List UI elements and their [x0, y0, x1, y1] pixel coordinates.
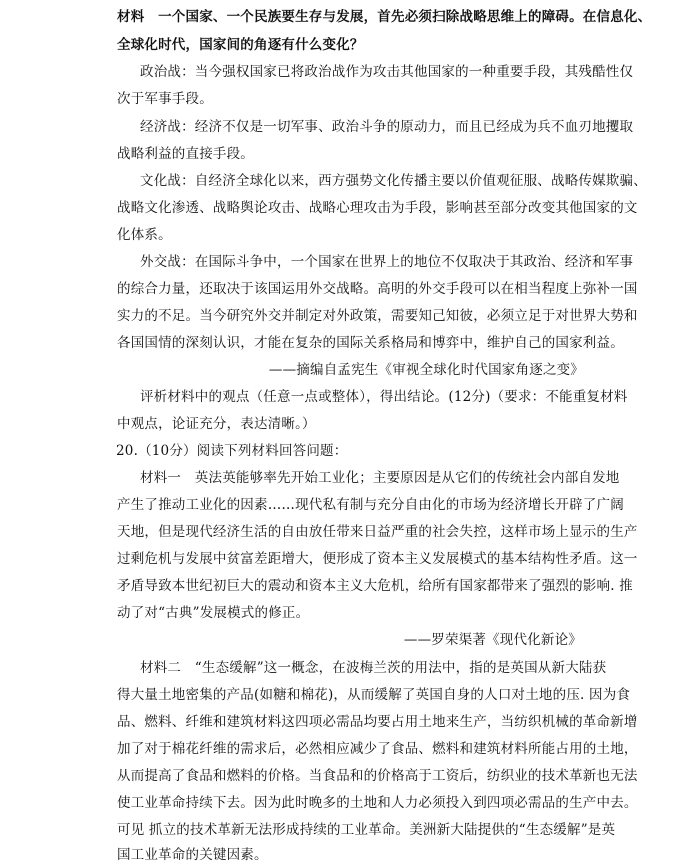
- cultural-war-line: 化体系。: [117, 227, 172, 243]
- material2-line: 使工业革命持续下去。因为此时晚多的土地和人力必须投入到四项必需品的生产中去。: [117, 795, 638, 811]
- cultural-war-line: 文化战：自经济全球化以来，西方强势文化传播主要以价值观征服、战略传媒欺骗、: [140, 173, 647, 189]
- material2-line: 可见 抓立的技术革新无法形成持续的工业革命。美洲新大陆提供的“生态缓解”是英: [117, 822, 616, 838]
- task-instruction-line: 评析材料中的观点（任意一点或整体），得出结论。(12分)（要求：不能重复材料: [140, 389, 628, 405]
- task-instruction-line: 中观点，论证充分，表达清晰。）: [117, 416, 316, 432]
- material1-line: 矛盾导致本世纪初巨大的震动和资本主义大危机，给所有国家都带来了强烈的影响. 推: [117, 578, 633, 594]
- question-20-heading: 20.（10分）阅读下列材料回答问题：: [116, 443, 348, 459]
- diplomatic-war-line: 的综合力量，还取决于该国运用外交战略。高明的外交手段可以在相当程度上弥补一国: [117, 281, 638, 297]
- material1-line: 天地，但是现代经济生活的自由放任带来日益严重的社会失控，这样市场上显示的生产: [117, 524, 638, 540]
- material2-line: 从而提高了食品和燃料的价格。当食品和的价格高于工资后，纺织业的技术革新也无法: [117, 768, 638, 784]
- source-citation: ——摘编自孟宪生《审视全球化时代国家角逐之变》: [268, 362, 584, 378]
- economic-war-line: 经济战：经济不仅是一切军事、政治斗争的原动力，而且已经成为兵不血刃地攫取: [140, 119, 634, 135]
- material2-line: 国工业革命的关键因素。: [117, 847, 268, 863]
- diplomatic-war-line: 实力的不足。当今研究外交并制定对外政策，需要知己知彼，必须立足于对世界大势和: [117, 308, 638, 324]
- material1-line: 材料一 英法英能够率先开始工业化；主要原因是从它们的传统社会内部自发地: [140, 470, 620, 486]
- political-war-line: 次于军事手段。: [117, 91, 213, 107]
- diplomatic-war-line: 各国国情的深刻认识，才能在复杂的国际关系格局和博弈中，维护自己的国家利益。: [117, 335, 624, 351]
- diplomatic-war-line: 外交战：在国际斗争中，一个国家在世界上的地位不仅取决于其政治、经济和军事: [140, 254, 634, 270]
- source-citation: ——罗荣渠著《现代化新论》: [403, 632, 582, 648]
- material2-line: 得大量土地密集的产品(如糖和棉花)，从而缓解了英国自身的人口对土地的压. 因为食: [117, 687, 631, 703]
- material2-line: 品、燃料、纤维和建筑材料这四项必需品均要占用土地来生产，当纺织机械的革命新增: [117, 714, 638, 730]
- material2-line: 材料二 “生态缓解”这一概念，在波梅兰茨的用法中，指的是英国从新大陆获: [140, 660, 607, 676]
- political-war-line: 政治战：当今强权国家已将政治战作为攻击其他国家的一种重要手段，其残酷性仅: [140, 64, 634, 80]
- cultural-war-line: 战略文化渗透、战略舆论攻击、战略心理攻击为手段，影响甚至部分改变其他国家的文: [117, 200, 638, 216]
- material-intro-line: 全球化时代，国家间的角逐有什么变化？: [117, 37, 364, 53]
- material2-line: 加了对于棉花纤维的需求后，必然相应减少了食品、燃料和建筑材料所能占用的土地，: [117, 741, 638, 757]
- material1-line: 过剩危机与发展中贫富差距增大，便形成了资本主义发展模式的基本结构性矛盾。这一: [117, 551, 638, 567]
- material1-line: 动了对“古典”发展模式的修正。: [117, 605, 310, 621]
- material-intro-line: 材料 一个国家、一个民族要生存与发展，首先必须扫除战略思维上的障碍。在信息化、: [117, 9, 652, 25]
- material1-line: 产生了推动工业化的因素……现代私有制与充分自由化的市场为经济增长开辟了广阔: [117, 497, 624, 513]
- economic-war-line: 战略利益的直接手段。: [117, 146, 254, 162]
